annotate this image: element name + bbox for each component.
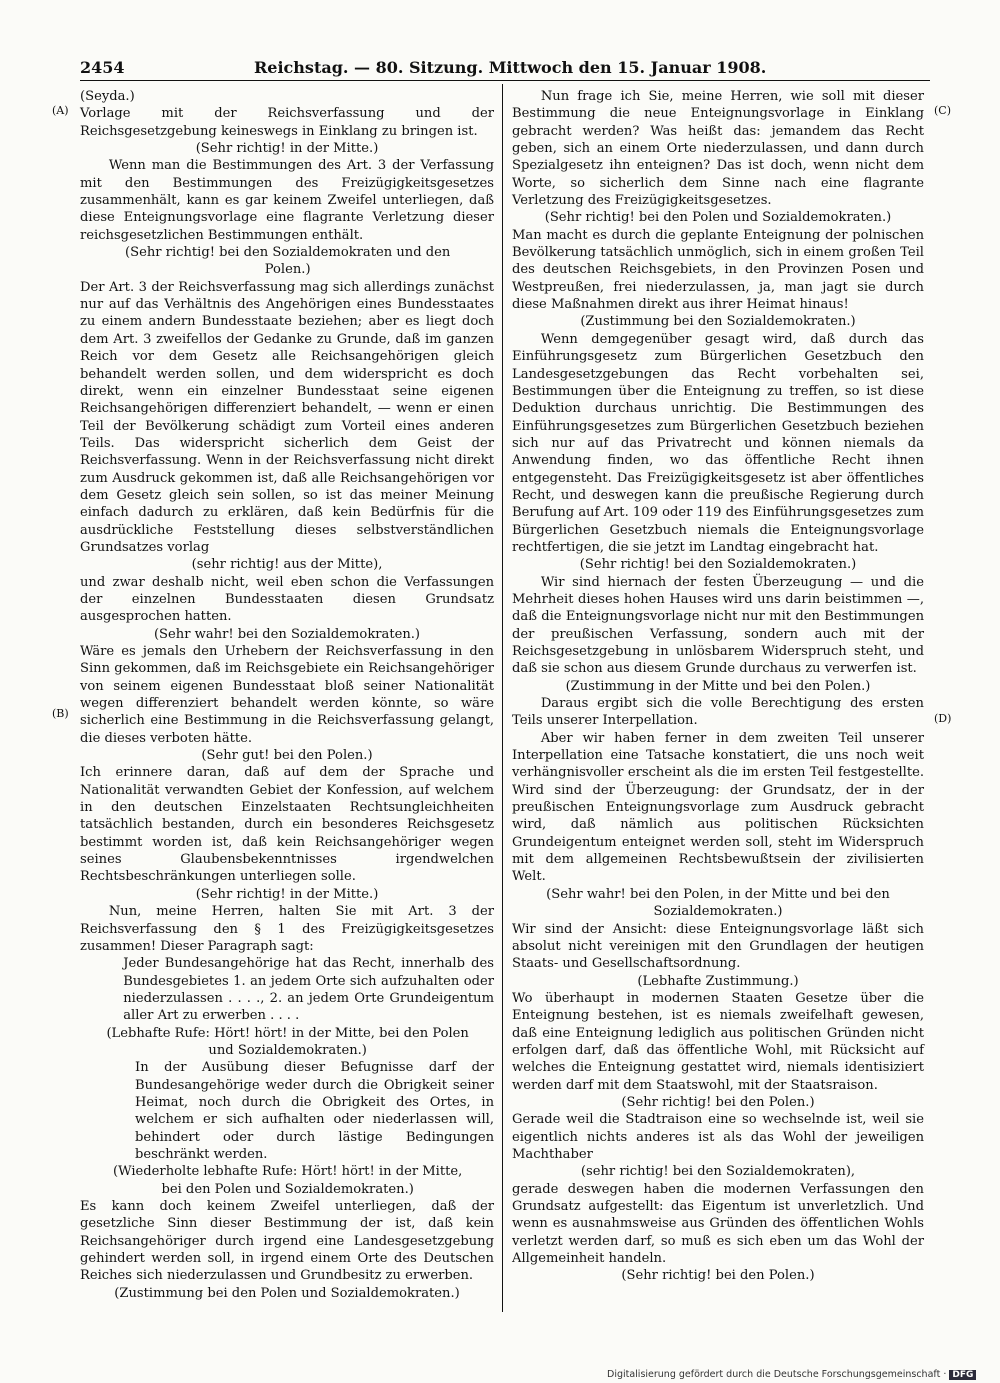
interjection: (Sehr richtig! bei den Polen.) [621,1268,815,1284]
interjection: (Sehr richtig! in der Mitte.) [195,141,379,157]
paragraph: Ich erinnere daran, daß auf dem der Sprache und Nationalität verwandten Gebiet der Konfession, auf welchem in den deutschen Einzelstaaten Rechtsungleichheiten tatsächlich bestanden, durch ein besonderes Reichsgesetz bestimmt worden ist, daß kein Reichsangehöriger wegen seines Glaubensbekenntnisses irgendwelchen Rechtsbeschränkungen unterliegen solle. [80,765,494,885]
interjection: (Sehr richtig! bei den Sozialdemokraten und den Polen.) [125,245,451,278]
paragraph: Nun, meine Herren, halten Sie mit Art. 3 der Reichsverfassung den § 1 des Freizügigkeitsgesetzes zusammen! Dieser Paragraph sagt: [80,904,494,954]
paragraph: Daraus ergibt sich die volle Berechtigung des ersten Teils unserer Interpellation. [512,696,924,729]
paragraph: Man macht es durch die geplante Enteignung der polnischen Bevölkerung tatsächlich unmöglich, sich in einem großen Teil des deutschen Reichsgebiets, in den Provinzen Posen und Westpreußen, frei niederzulassen, ja, man jagt sie durch diese Maßnahmen direkt aus ihrer Heimat hinaus! [512,227,924,313]
paragraph: Wäre es jemals den Urhebern der Reichsverfassung in den Sinn gekommen, daß im Reichsgebiete ein Reichsangehöriger von seinem eigenen Bundesstaat bloß seiner Nationalität wegen differenziert behandelt werden könnte, so wäre sicherlich eine Bestimmung in die Reichsverfassung gelangt, die dieses verboten hätte. [80,644,494,746]
interjection: (Sehr richtig! bei den Polen.) [621,1094,815,1110]
interjection: (Lebhafte Rufe: Hört! hört! in der Mitte, bei den Polen und Sozialdemokraten.) [106,1025,469,1058]
footer-text: Digitalisierung gefördert durch die Deutsche Forschungsgemeinschaft · [607,1369,947,1380]
page-header [80,58,930,80]
paragraph: Vorlage mit der Reichsverfassung und der Reichsgesetzgebung keineswegs in Einklang zu bringen ist. [80,106,494,139]
interjection: (Zustimmung in der Mitte und bei den Polen.) [565,678,871,694]
paragraph: (Seyda.) [80,89,135,104]
paragraph: In der Ausübung dieser Befugnisse darf der Bundesangehörige weder durch die Obrigkeit seiner Heimat, noch durch die Obrigkeit des Ortes, in welchem er sich aufhalten oder niederlassen will, behindert oder durch lästige Bedingungen beschränkt werden. [135,1060,494,1162]
paragraph: Nun frage ich Sie, meine Herren, wie soll mit dieser Bestimmung die neue Enteignungsvorlage in Einklang gebracht werden? Was heißt das: jemandem das Recht geben, sich an einem Orte niederzulassen, und dann durch Spezialgesetz ihn enteignen? Das ist doch, wenn nicht dem Worte, so sicherlich dem Sinne nach eine flagrante Verletzung des Freizügigkeitsgesetzes. [512,89,924,209]
paragraph: Jeder Bundesangehörige hat das Recht, innerhalb des Bundesgebietes 1. an jedem Orte sich aufzuhalten oder niederzulassen . . . ., 2. an jedem Orte Grundeigentum aller Art zu erwerben . . . . [123,956,494,1024]
interjection: (Sehr wahr! bei den Polen, in der Mitte und bei den Sozialdemokraten.) [546,886,890,920]
paragraph: Wir sind der Ansicht: diese Enteignungsvorlage läßt sich absolut nicht vereinigen mit den Grundlagen der heutigen Staats- und Gesellschaftsordnung. [512,921,924,972]
left-column [80,88,494,1302]
paragraph: Gerade weil die Stadtraison eine so wechselnde ist, weil sie eigentlich nichts anderes ist als das Wohl der jeweiligen Machthaber [512,1112,924,1162]
margin-label-c: (C) [934,104,951,117]
running-title: Reichstag. — 80. Sitzung. Mittwoch den 15. Januar 1908. [254,58,767,77]
header-rule [80,80,930,81]
right-column [512,88,924,1285]
interjection: (Zustimmung bei den Sozialdemokraten.) [580,314,856,330]
column-divider [502,84,503,1312]
interjection: (Wiederholte lebhafte Rufe: Hört! hört! in der Mitte, bei den Polen und Sozialdemokraten.) [113,1164,463,1197]
paragraph: und zwar deshalb nicht, weil eben schon die Verfassungen der einzelnen Bundesstaaten diesen Grundsatz ausgesprochen hatten. [80,574,494,625]
margin-label-b: (B) [52,707,69,720]
paragraph: Der Art. 3 der Reichsverfassung mag sich allerdings zunächst nur auf das Verhältnis des Angehörigen eines Bundesstaates zu einem andern Bundesstaate beziehen; aber es liegt doch dem Art. 3 zweifellos der Gedanke zu Grunde, daß im ganzen Reich vor dem Gesetz alle Reichsangehörigen gleich behandelt werden sollen, und dem widerspricht es doch direkt, wenn ein einzelner Bundesstaat seine eigenen Reichsangehörigen differenziert behandelt, — wenn er einen Teil der Bevölkerung schädigt zum Vorteil eines anderen Teils. Das widerspricht sicherlich dem Geist der Reichsverfassung. Wenn in der Reichsverfassung nicht direkt zum Ausdruck gekommen ist, daß alle Reichsangehörigen vor dem Gesetz gleich sein sollen, so ist das meiner Meinung einfach dadurch zu erklären, daß kein Bedürfnis für die ausdrückliche Feststellung dieses selbstverständlichen Grundsatzes vorlag [80,279,494,555]
paragraph: Wo überhaupt in modernen Staaten Gesetze über die Enteignung bestehen, ist es niemals zweifelhaft gewesen, daß eine Enteignung lediglich aus politischen Gründen nicht erfolgen darf, daß das öffentliche Wohl, mit Rücksicht auf welches die Enteignung gestattet wird, niemals identisiziert werden darf mit dem Staatswohl, mit der Staatsraison. [512,990,924,1093]
interjection: (Sehr richtig! bei den Sozialdemokraten.) [579,557,857,573]
dfg-logo: DFG [949,1370,976,1380]
page-number: 2454 [80,58,125,77]
footer-credit [607,1369,976,1380]
paragraph: Es kann doch keinem Zweifel unterliegen, daß der gesetzliche Sinn dieser Bestimmung der ist, daß kein Reichsangehöriger durch irgend eine Landesgesetzgebung gehindert werden soll, in irgend einem Orte des Deutschen Reiches sich niederzulassen und Grundbesitz zu erwerben. [80,1199,494,1284]
interjection: (sehr richtig! bei den Sozialdemokraten), [580,1164,856,1180]
interjection: (Sehr richtig! bei den Polen und Sozialdemokraten.) [544,210,892,226]
interjection: (Lebhafte Zustimmung.) [637,973,799,989]
paragraph: Wenn man die Bestimmungen des Art. 3 der Verfassung mit den Bestimmungen des Freizügigkeitsgesetzes zusammenhält, kann es gar keinem Zweifel unterliegen, daß diese Enteignungsvorlage eine flagrante Verletzung dieser reichsgesetzlichen Bestimmungen enthält. [80,158,494,243]
paragraph: gerade deswegen haben die modernen Verfassungen den Grundsatz aufgestellt: das Eigentum ist unverletzlich. Und wenn es ausnahmsweise aus Gründen des öffentlichen Wohls verletzt werden darf, so muß es sich eben um das Wohl der Allgemeinheit handeln. [512,1181,924,1267]
interjection: (Sehr richtig! in der Mitte.) [195,886,379,902]
margin-label-a: (A) [52,104,69,117]
interjection: (sehr richtig! aus der Mitte), [191,557,383,573]
interjection: (Zustimmung bei den Polen und Sozialdemokraten.) [114,1285,460,1301]
interjection: (Sehr wahr! bei den Sozialdemokraten.) [153,626,421,642]
paragraph: Aber wir haben ferner in dem zweiten Teil unserer Interpellation eine Tatsache konstatiert, die uns noch weit verhängnisvoller erscheint als die im ersten Teil festgestellte. Wird sind der Überzeugung: der Grundsatz, der in der preußischen Enteignungsvorlage zum Ausdruck gebracht wird, daß nämlich aus politischen Rücksichten Grundeigentum enteignet werden soll, steht im Widerspruch mit dem allgemeinen Rechtsbewußtsein der zivilisierten Welt. [512,730,924,885]
paragraph: Wir sind hiernach der festen Überzeugung — und die Mehrheit dieses hohen Hauses wird uns darin beistimmen —, daß die Enteignungsvorlage nicht nur mit den Bestimmungen der preußischen Verfassung, sondern auch mit der Reichsgesetzgebung in unlösbarem Widerspruch steht, und daß sie schon aus diesem Grunde durchaus zu verwerfen ist. [512,574,924,677]
paragraph: Wenn demgegenüber gesagt wird, daß durch das Einführungsgesetz zum Bürgerlichen Gesetzbuch den Landesgesetzgebungen das Recht vorbehalten sei, Bestimmungen über die Enteignung zu treffen, so ist diese Deduktion durchaus unrichtig. Die Bestimmungen des Einführungsgesetzes zum Bürgerlichen Gesetzbuch beziehen sich nur auf das Privatrecht und können niemals da Anwendung finden, wo das öffentliche Recht ihnen entgegensteht. Das Freizügigkeitsgesetz ist aber öffentliches Recht, und deswegen kann die preußische Regierung durch Berufung auf Art. 109 oder 119 des Einführungsgesetzes zum Bürgerlichen Gesetzbuch niemals die Enteignungsvorlage rechtfertigen, die sie jetzt im Landtag eingebracht hat. [512,331,924,555]
interjection: (Sehr gut! bei den Polen.) [201,748,373,764]
margin-label-d: (D) [934,712,952,725]
